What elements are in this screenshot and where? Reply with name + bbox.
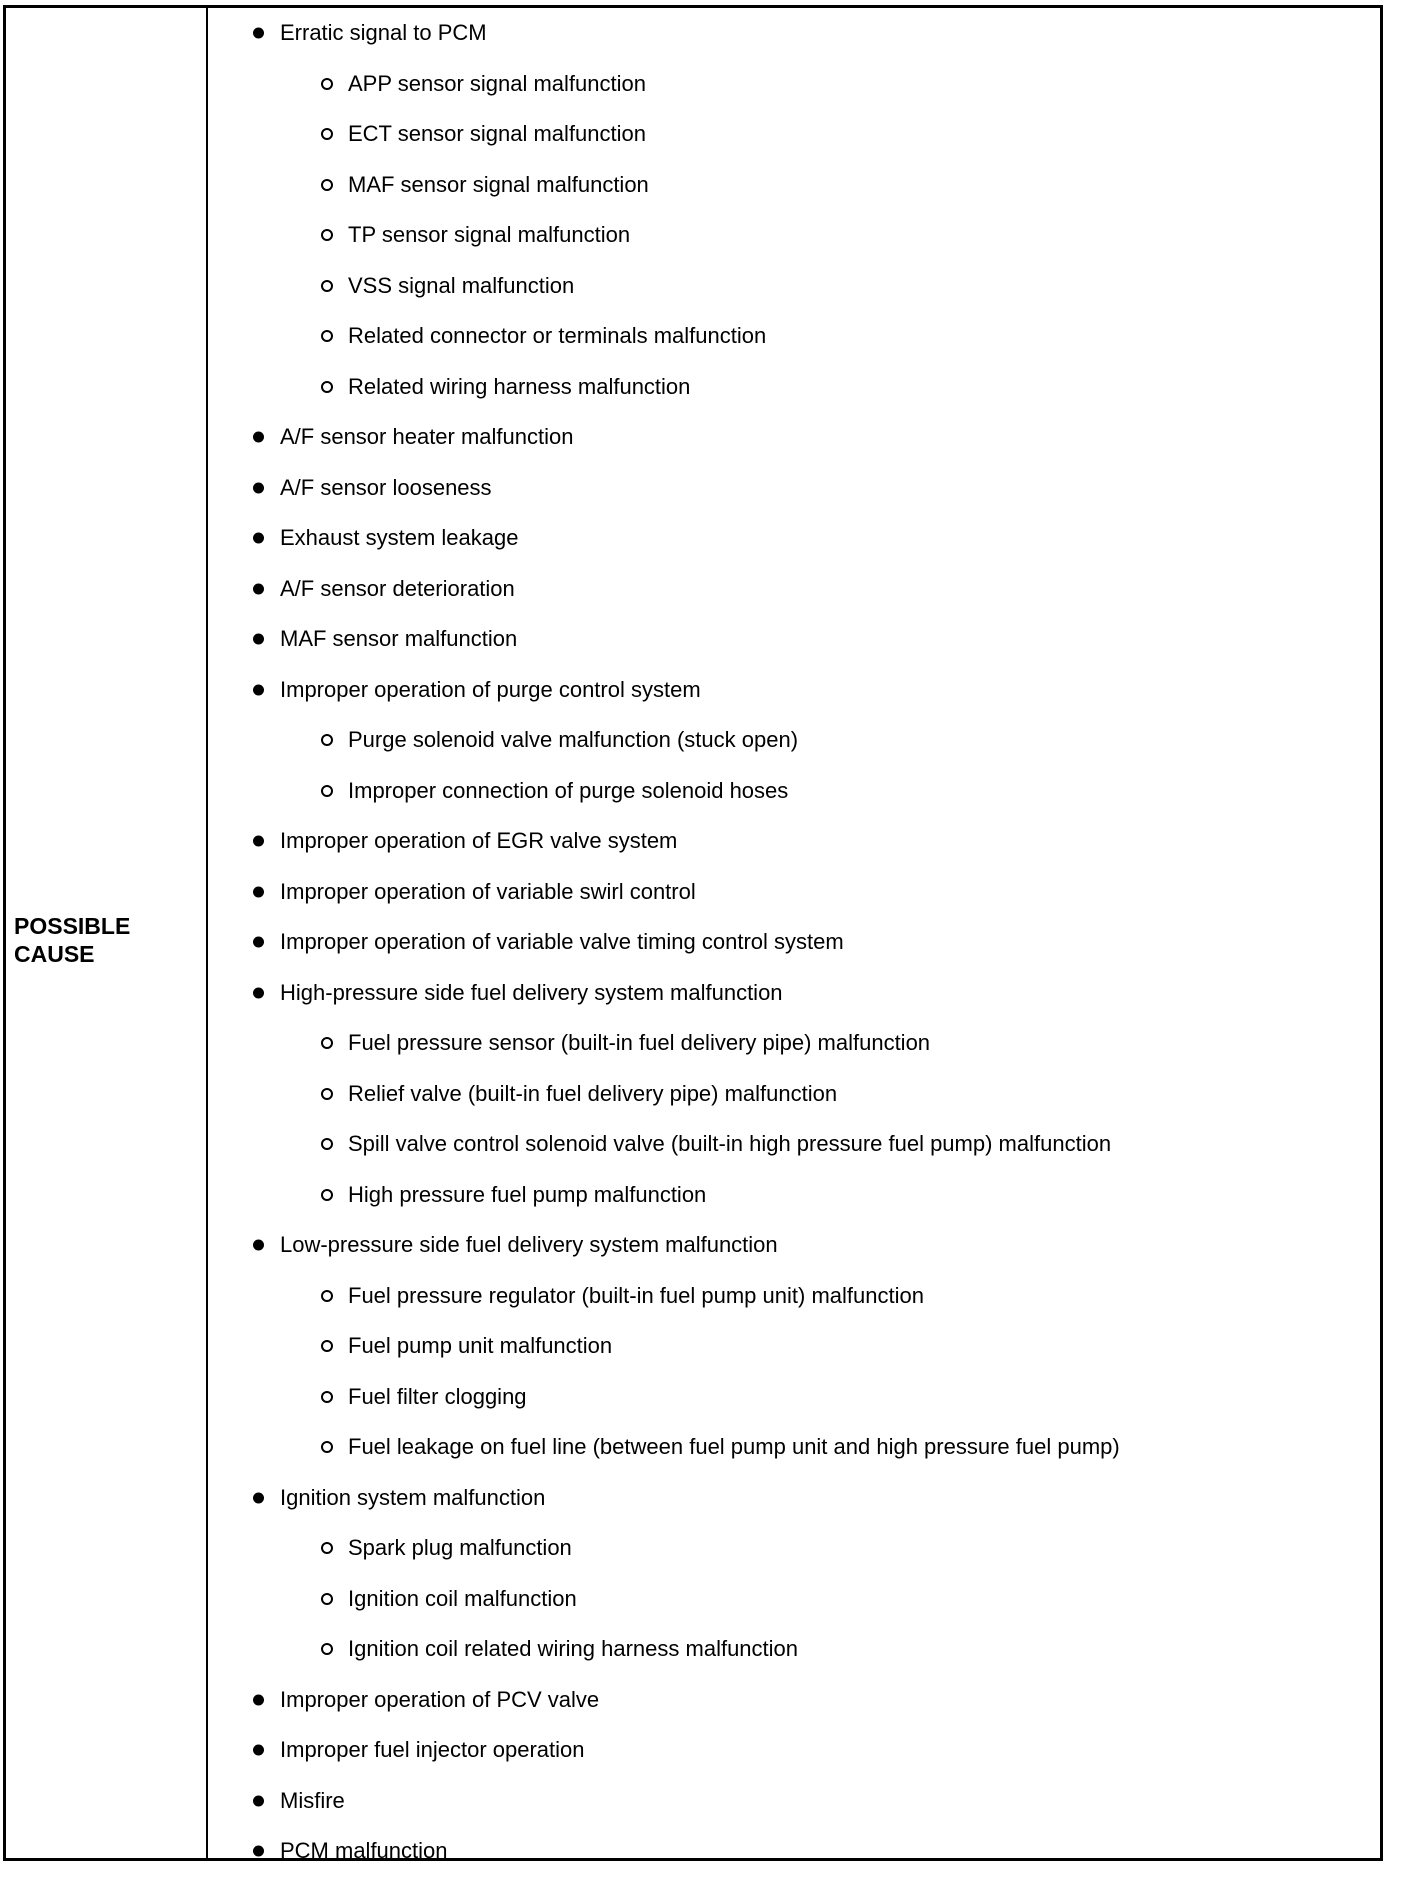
cause-text: Fuel leakage on fuel line (between fuel pump unit and high pressure fuel pump)	[348, 1434, 1120, 1460]
cause-text: Fuel filter clogging	[348, 1383, 527, 1409]
sub-cause-item	[208, 1321, 1380, 1372]
cause-text: Improper operation of PCV valve	[280, 1686, 600, 1712]
sub-cause-item	[208, 1523, 1380, 1574]
cause-text: MAF sensor malfunction	[280, 626, 518, 652]
filled-bullet-icon	[253, 1745, 264, 1756]
hollow-bullet-icon	[321, 785, 333, 797]
causes-cell	[208, 8, 1380, 1864]
cause-item	[208, 1675, 1380, 1726]
cause-text: Improper operation of variable valve timing control system	[280, 929, 844, 955]
cause-text: High-pressure side fuel delivery system malfunction	[280, 979, 783, 1005]
sub-cause-item	[208, 766, 1380, 817]
sub-cause-item	[208, 1069, 1380, 1120]
filled-bullet-icon	[253, 583, 264, 594]
label-cell	[6, 8, 208, 1858]
cause-text: Purge solenoid valve malfunction (stuck open)	[348, 727, 799, 753]
cause-item	[208, 867, 1380, 918]
hollow-bullet-icon	[321, 1441, 333, 1453]
cause-text: Improper operation of EGR valve system	[280, 828, 678, 854]
sub-cause-item	[208, 1119, 1380, 1170]
sub-cause-item	[208, 261, 1380, 312]
filled-bullet-icon	[253, 1795, 264, 1806]
cause-text: Improper operation of purge control system	[280, 676, 701, 702]
cause-item	[208, 1826, 1380, 1877]
cause-text: Spill valve control solenoid valve (built-in high pressure fuel pump) malfunction	[348, 1131, 1112, 1157]
cause-text: Low-pressure side fuel delivery system malfunction	[280, 1232, 778, 1258]
sub-cause-item	[208, 1422, 1380, 1473]
hollow-bullet-icon	[321, 1643, 333, 1655]
filled-bullet-icon	[253, 1492, 264, 1503]
sub-cause-item	[208, 362, 1380, 413]
cause-item	[208, 513, 1380, 564]
cause-item	[208, 968, 1380, 1019]
hollow-bullet-icon	[321, 1088, 333, 1100]
hollow-bullet-icon	[321, 280, 333, 292]
cause-text: MAF sensor signal malfunction	[348, 171, 649, 197]
cause-item	[208, 614, 1380, 665]
cause-text: ECT sensor signal malfunction	[348, 121, 646, 147]
cause-text: Ignition coil malfunction	[348, 1585, 577, 1611]
filled-bullet-icon	[253, 836, 264, 847]
cause-text: Relief valve (built-in fuel delivery pipe) malfunction	[348, 1080, 838, 1106]
filled-bullet-icon	[253, 937, 264, 948]
cause-text: Related wiring harness malfunction	[348, 373, 691, 399]
cause-item	[208, 816, 1380, 867]
hollow-bullet-icon	[321, 1037, 333, 1049]
cause-text: High pressure fuel pump malfunction	[348, 1181, 707, 1207]
cause-text: Ignition coil related wiring harness malfunction	[348, 1636, 799, 1662]
cause-text: PCM malfunction	[280, 1838, 448, 1864]
hollow-bullet-icon	[321, 1593, 333, 1605]
sub-cause-item	[208, 1271, 1380, 1322]
sub-cause-item	[208, 59, 1380, 110]
sub-cause-item	[208, 1018, 1380, 1069]
cause-text: VSS signal malfunction	[348, 272, 575, 298]
hollow-bullet-icon	[321, 229, 333, 241]
sub-cause-item	[208, 210, 1380, 261]
cause-text: Spark plug malfunction	[348, 1535, 572, 1561]
cause-text: A/F sensor deterioration	[280, 575, 515, 601]
filled-bullet-icon	[253, 634, 264, 645]
cause-text: Fuel pump unit malfunction	[348, 1333, 613, 1359]
cause-text: Improper fuel injector operation	[280, 1737, 585, 1763]
filled-bullet-icon	[253, 1240, 264, 1251]
cause-item	[208, 1776, 1380, 1827]
hollow-bullet-icon	[321, 1290, 333, 1302]
sub-cause-item	[208, 109, 1380, 160]
cause-list	[208, 8, 1380, 1877]
sub-cause-item	[208, 311, 1380, 362]
cause-item	[208, 1473, 1380, 1524]
hollow-bullet-icon	[321, 1391, 333, 1403]
filled-bullet-icon	[253, 886, 264, 897]
cause-item	[208, 463, 1380, 514]
filled-bullet-icon	[253, 1846, 264, 1857]
cause-text: Erratic signal to PCM	[280, 20, 487, 46]
cause-text: TP sensor signal malfunction	[348, 222, 631, 248]
sub-cause-item	[208, 1372, 1380, 1423]
cause-item	[208, 8, 1380, 59]
sub-cause-item	[208, 1574, 1380, 1625]
cause-text: Fuel pressure regulator (built-in fuel pump unit) malfunction	[348, 1282, 924, 1308]
cause-text: Fuel pressure sensor (built-in fuel delivery pipe) malfunction	[348, 1030, 931, 1056]
cause-text: Improper connection of purge solenoid hoses	[348, 777, 789, 803]
cause-text: Misfire	[280, 1787, 345, 1813]
filled-bullet-icon	[253, 533, 264, 544]
cause-item	[208, 665, 1380, 716]
hollow-bullet-icon	[321, 1340, 333, 1352]
hollow-bullet-icon	[321, 1542, 333, 1554]
filled-bullet-icon	[253, 482, 264, 493]
cause-item	[208, 1220, 1380, 1271]
hollow-bullet-icon	[321, 179, 333, 191]
cause-text: A/F sensor looseness	[280, 474, 492, 500]
cause-text: APP sensor signal malfunction	[348, 70, 646, 96]
possible-cause-label: POSSIBLE CAUSE	[14, 913, 131, 967]
cause-text: Related connector or terminals malfunction	[348, 323, 767, 349]
hollow-bullet-icon	[321, 381, 333, 393]
hollow-bullet-icon	[321, 330, 333, 342]
filled-bullet-icon	[253, 1694, 264, 1705]
hollow-bullet-icon	[321, 734, 333, 746]
cause-text: Improper operation of variable swirl control	[280, 878, 696, 904]
hollow-bullet-icon	[321, 1189, 333, 1201]
filled-bullet-icon	[253, 684, 264, 695]
filled-bullet-icon	[253, 432, 264, 443]
cause-item	[208, 1725, 1380, 1776]
cause-item	[208, 412, 1380, 463]
cause-text: Ignition system malfunction	[280, 1484, 546, 1510]
cause-text: A/F sensor heater malfunction	[280, 424, 574, 450]
cause-item	[208, 917, 1380, 968]
hollow-bullet-icon	[321, 78, 333, 90]
cause-text: Exhaust system leakage	[280, 525, 519, 551]
sub-cause-item	[208, 715, 1380, 766]
hollow-bullet-icon	[321, 1138, 333, 1150]
possible-cause-table	[3, 5, 1383, 1864]
filled-bullet-icon	[253, 28, 264, 39]
cause-item	[208, 564, 1380, 615]
filled-bullet-icon	[253, 987, 264, 998]
sub-cause-item	[208, 160, 1380, 211]
sub-cause-item	[208, 1170, 1380, 1221]
sub-cause-item	[208, 1624, 1380, 1675]
hollow-bullet-icon	[321, 128, 333, 140]
